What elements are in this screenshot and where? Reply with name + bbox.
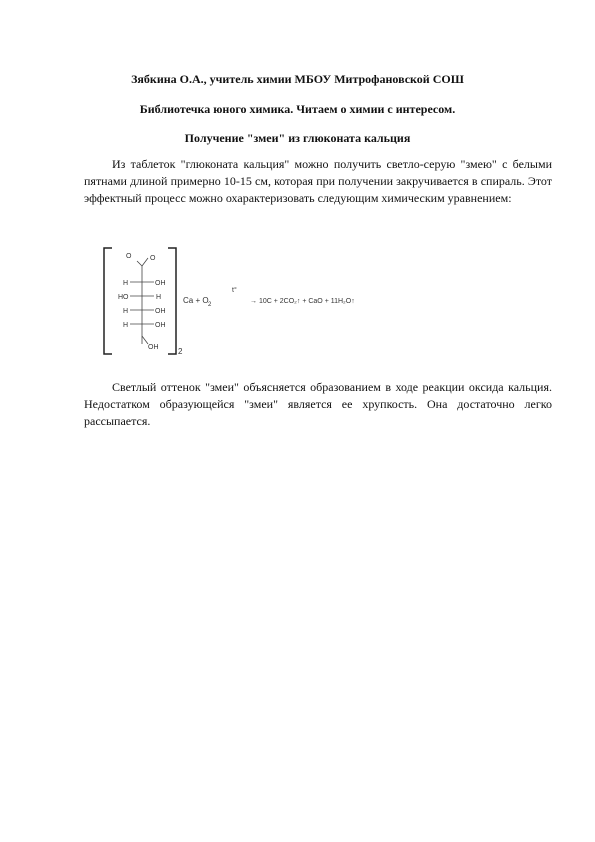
- carboxyl-bond-2: [137, 261, 142, 266]
- reactants: Ca + O: [183, 296, 209, 305]
- carboxyl-o-left: O: [126, 253, 132, 260]
- paragraph-explanation-text: Светлый оттенок "змеи" объясняется образованием в ходе реакции оксида кальция. Недостатком образующейся "змеи" является ее хрупкость. Она достаточно легко рассыпается.: [84, 380, 552, 428]
- left-bracket: [104, 248, 112, 354]
- bottom-bond: [142, 336, 148, 344]
- reaction-condition: t°: [232, 287, 237, 294]
- reactants-subscript: 2: [208, 302, 212, 308]
- chemical-equation: [90, 244, 410, 360]
- products: → 10C + 2CO₂↑ + CaO + 11H₂O↑: [250, 298, 355, 305]
- article-title: Получение "змеи" из глюконата кальция: [184, 131, 411, 145]
- row4-left: H: [123, 322, 129, 329]
- paragraph-intro-text: Из таблеток "глюконата кальция" можно получить светло-серую "змею" с белыми пятнами длиной примерно 10-15 см, которая при получении закручивается в спираль. Этот эффектный процесс можно охарактеризовать следующим химическим уравнением:: [84, 157, 552, 205]
- bracket-subscript: 2: [178, 347, 183, 356]
- row4-right: OH: [155, 322, 166, 329]
- row3-left: H: [123, 308, 129, 315]
- row1-left: H: [123, 280, 129, 287]
- paragraph-intro: [84, 156, 552, 207]
- bottom-oh: OH: [148, 344, 159, 351]
- row1-right: OH: [155, 280, 166, 287]
- row2-right: H: [156, 294, 162, 301]
- right-bracket: [168, 248, 176, 354]
- series-title: Библиотечка юного химика. Читаем о химии с интересом.: [139, 102, 456, 116]
- paragraph-explanation: [84, 379, 552, 430]
- row3-right: OH: [155, 308, 166, 315]
- author-line: Зябкина О.А., учитель химии МБОУ Митрофановской СОШ: [131, 72, 464, 86]
- carboxyl-bond-1: [142, 258, 148, 266]
- carboxyl-o-right: O: [150, 255, 156, 262]
- row2-left: HO: [118, 294, 129, 301]
